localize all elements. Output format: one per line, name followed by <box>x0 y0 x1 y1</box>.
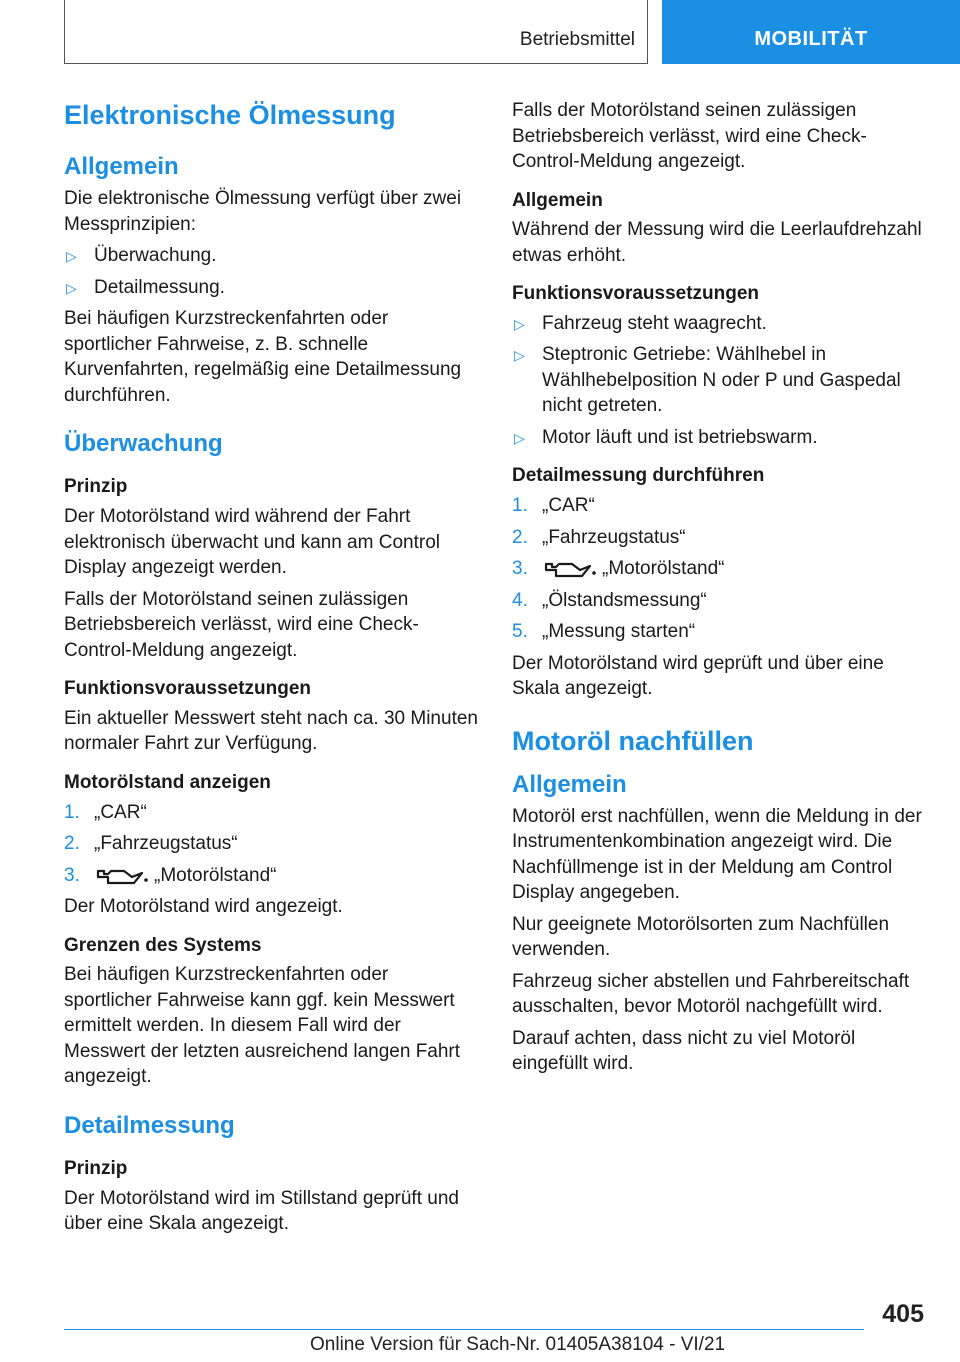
triangle-bullet-icon: ▷ <box>66 248 77 265</box>
header-chapter-label: MOBILITÄT <box>754 28 868 50</box>
subheading-prinzip: Prinzip <box>64 476 128 498</box>
subheading-allgemein: Allgemein <box>512 189 603 211</box>
paragraph: Falls der Motorölstand seinen zulässigen Betriebsbereich verlässt, wird eine Check-Control-Meldung angezeigt. <box>64 588 419 661</box>
subheading-funktionsvoraussetzungen: Funktionsvoraussetzungen <box>64 678 312 700</box>
triangle-bullet-icon: ▷ <box>514 429 525 446</box>
paragraph: Bei häufigen Kurzstreckenfahrten oder sportlicher Fahrweise kann ggf. kein Messwert ermittelt werden. In diesem Fall wird der Messwert der letzten ausreichend langen Fahrt angezeigt. <box>64 964 461 1088</box>
list-item: 4. „Ölstandsmessung“ <box>512 589 707 611</box>
numbered-list <box>64 800 478 889</box>
paragraph: Ein aktueller Messwert steht nach ca. 30 Minuten normaler Fahrt zur Verfügung. <box>64 707 478 755</box>
header-section-title: Betriebsmittel <box>519 29 635 50</box>
bullet-list <box>64 243 478 300</box>
paragraph: Der Motorölstand wird während der Fahrt elektronisch überwacht und kann am Control Display angezeigt werden. <box>64 506 440 579</box>
paragraph: Der Motorölstand wird angezeigt. <box>64 896 343 918</box>
subheading-oelstand-anzeigen: Motorölstand anzeigen <box>64 771 271 793</box>
paragraph: Falls der Motorölstand seinen zulässigen Betriebsbereich verlässt, wird eine Check-Control-Meldung angezeigt. <box>512 100 867 172</box>
oil-can-icon <box>542 558 598 580</box>
section-title-oelmessung: Elektronische Ölmessung <box>64 100 396 130</box>
list-item: 1. „CAR“ <box>64 801 147 823</box>
heading-allgemein: Allgemein <box>512 770 627 798</box>
paragraph: Bei häufigen Kurzstreckenfahrten oder sportlicher Fahrweise, z. B. schnelle Kurvenfahrten, regelmäßig eine Detailmessung durchführen. <box>64 308 462 406</box>
paragraph: Fahrzeug sicher abstellen und Fahrbereitschaft ausschalten, bevor Motoröl nachgefüllt wird. <box>512 970 910 1018</box>
paragraph: Der Motorölstand wird geprüft und über eine Skala angezeigt. <box>512 652 884 700</box>
list-item: 3. „Motorölstand“ <box>64 864 277 886</box>
section-title-nachfuellen: Motoröl nachfüllen <box>512 725 754 756</box>
triangle-bullet-icon: ▷ <box>66 279 77 296</box>
list-item: 2. „Fahrzeugstatus“ <box>512 526 686 548</box>
triangle-bullet-icon: ▷ <box>514 347 525 364</box>
subheading-grenzen: Grenzen des Systems <box>64 934 262 956</box>
header-chapter-tab <box>662 0 960 64</box>
oil-can-icon <box>94 865 150 887</box>
header-section-box <box>64 0 648 64</box>
paragraph: Der Motorölstand wird im Stillstand geprüft und über eine Skala angezeigt. <box>64 1187 459 1235</box>
list-item: 5. „Messung starten“ <box>512 621 696 643</box>
heading-ueberwachung: Überwachung <box>64 430 223 458</box>
list-item: 1. „CAR“ <box>512 495 595 517</box>
subheading-detailmessung-durchfuehren: Detailmessung durchführen <box>512 465 765 487</box>
triangle-bullet-icon: ▷ <box>514 315 525 332</box>
paragraph: Motoröl erst nachfüllen, wenn die Meldung in der Instrumentenkombination angezeigt wird. Die Nachfüllmenge ist in der Meldung am Control Display angegeben. <box>512 805 922 904</box>
subheading-prinzip: Prinzip <box>64 1157 128 1179</box>
list-item: ▷ Detailmessung. <box>64 275 478 301</box>
list-item: ▷ Fahrzeug steht waagrecht. <box>512 311 926 337</box>
paragraph: Nur geeignete Motorölsorten zum Nachfüllen verwenden. <box>512 913 890 961</box>
list-item: ▷ Überwachung. <box>64 243 478 269</box>
heading-detailmessung: Detailmessung <box>64 1111 235 1139</box>
subheading-funktionsvoraussetzungen: Funktionsvoraussetzungen <box>512 283 760 305</box>
bullet-list <box>512 311 926 451</box>
page-number: 405 <box>882 1300 924 1328</box>
paragraph: Die elektronische Ölmessung verfügt über zwei Messprinzipien: <box>64 188 462 235</box>
left-column <box>64 98 478 1243</box>
right-column <box>512 98 926 1083</box>
heading-allgemein: Allgemein <box>64 153 179 181</box>
list-item: 3. „Motorölstand“ <box>512 558 725 580</box>
numbered-list <box>512 493 926 645</box>
list-item: ▷ Steptronic Getriebe: Wählhebel in Wählhebelposition N oder P und Gaspedal nicht getreten. <box>514 344 901 417</box>
paragraph: Darauf achten, dass nicht zu viel Motoröl eingefüllt wird. <box>512 1027 856 1075</box>
list-item: 2. „Fahrzeugstatus“ <box>64 833 238 855</box>
footer-divider <box>64 1329 864 1330</box>
paragraph: Während der Messung wird die Leerlaufdrehzahl etwas erhöht. <box>512 219 922 266</box>
footer-online-version: Online Version für Sach-Nr. 01405A38104 - VI/21 <box>310 1334 726 1355</box>
list-item: ▷ Motor läuft und ist betriebswarm. <box>512 425 926 451</box>
